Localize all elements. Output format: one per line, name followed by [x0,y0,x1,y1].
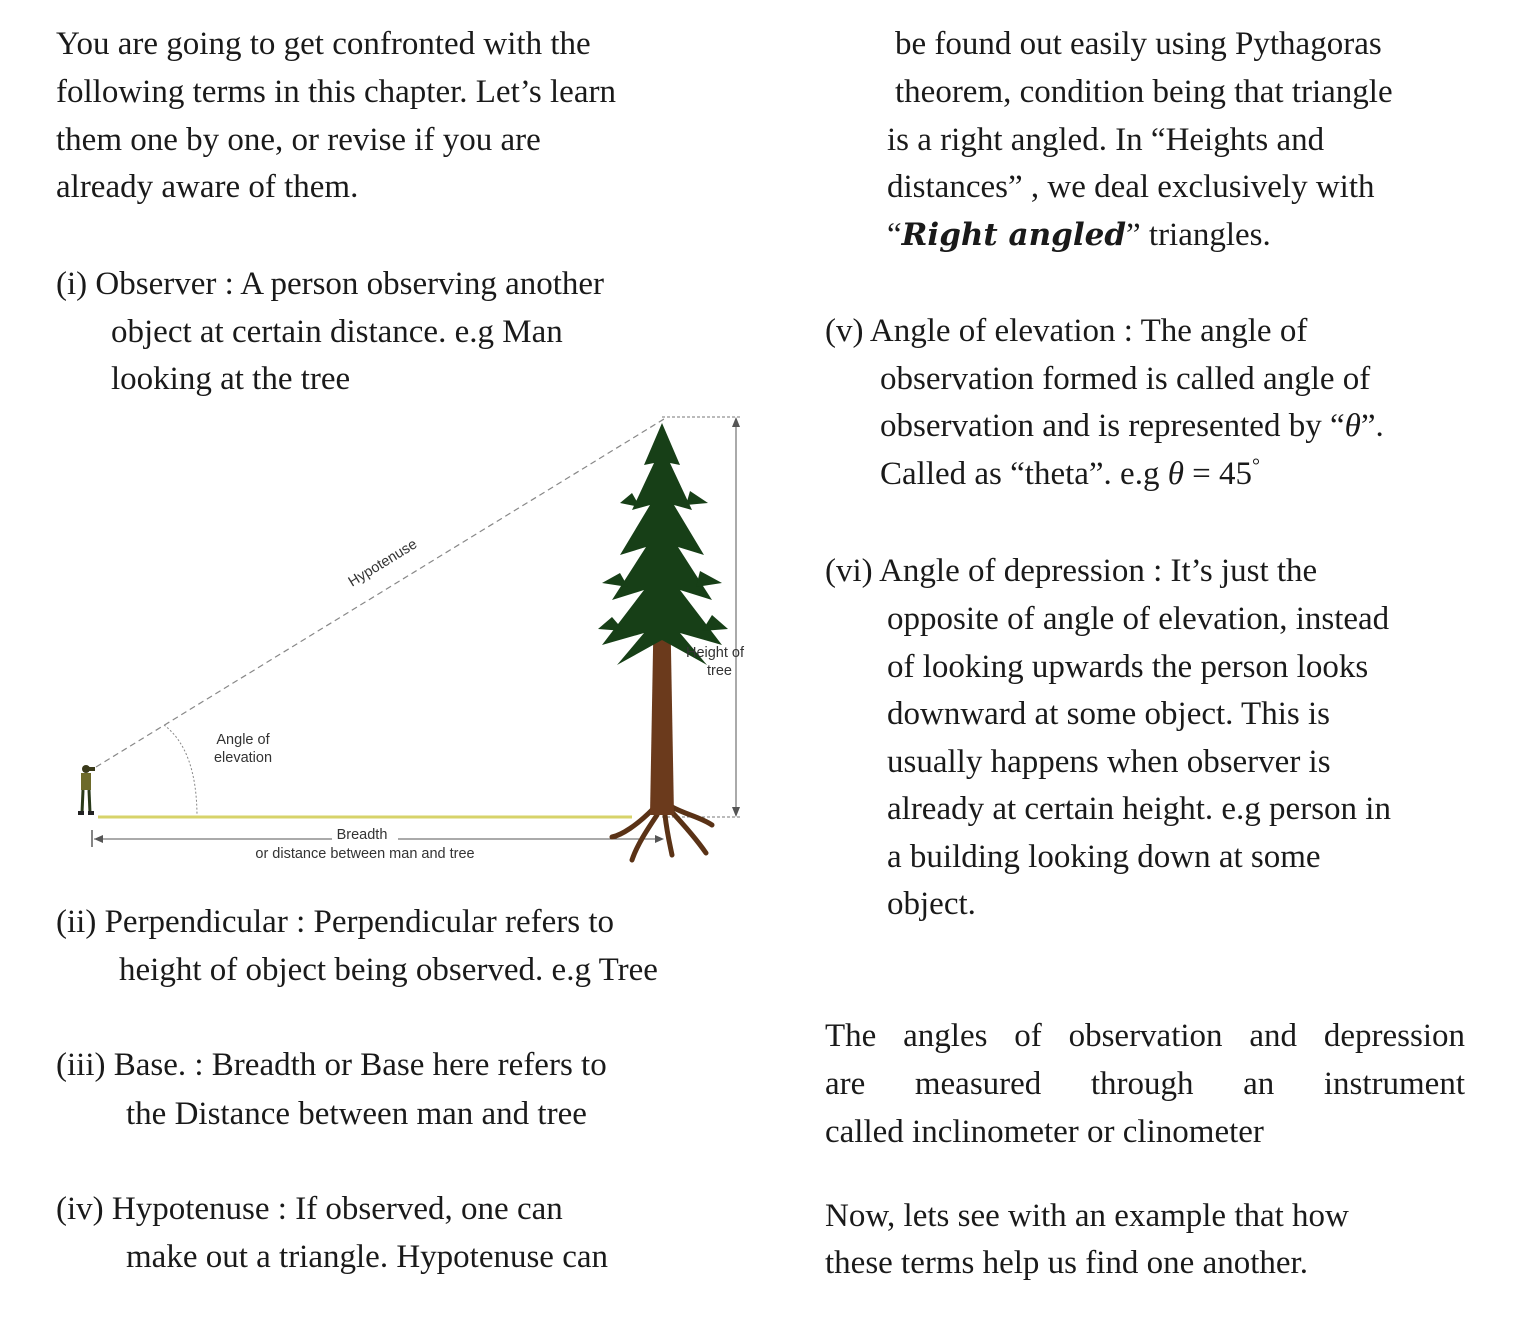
para-line: be found out easily using Pythagoras [895,26,1382,62]
hypotenuse-line [96,419,664,767]
para-line: distances” , we deal exclusively with [887,169,1375,205]
intro-line: following terms in this chapter. Let’s learn [56,74,616,110]
quote-close: ” triangles. [1126,217,1271,253]
man-figure [78,765,95,815]
para-line: theorem, condition being that triangle [895,74,1393,110]
term-line: (iii) Base. : Breadth or Base here refers to [56,1047,607,1083]
quote-open: “ [887,217,902,253]
term-line: (iv) Hypotenuse : If observed, one can [56,1191,563,1227]
term-line [880,450,1260,498]
theta-symbol: θ [1167,456,1184,492]
para-line: these terms help us find one another. [825,1245,1308,1281]
term-line: already at certain height. e.g person in [887,791,1391,827]
para-line: is a right angled. In “Heights and [887,122,1325,158]
term-line [880,402,1384,450]
term-line: looking at the tree [111,361,351,397]
line-text: = 45 [1183,456,1253,492]
breadth-arrow-left [94,835,103,843]
height-arrow-top [732,417,740,427]
term-line: object. [887,886,976,922]
angle-label-line1: Angle of [216,732,270,748]
theta-symbol: θ [1344,408,1361,444]
hypotenuse-label: Hypotenuse [345,536,421,591]
height-distance-diagram [72,405,772,875]
term-line: (vi) Angle of depression : It’s just the [825,553,1318,589]
angle-arc [164,725,197,817]
breadth-arrow-right [655,835,664,843]
term-line: the Distance between man and tree [126,1096,587,1132]
line-text: ”. [1360,408,1384,444]
line-text: observation and is represented by “ [880,408,1345,444]
line-text: Called as “theta”. e.g [880,456,1168,492]
tree-figure [598,423,728,860]
intro-line: them one by one, or revise if you are [56,122,541,158]
para-line: The angles of observation and depression [825,1018,1465,1054]
degree-symbol: ° [1252,455,1261,477]
right-angled-emphasis: Right angled [901,217,1126,253]
term-line: height of object being observed. e.g Tree [119,952,658,988]
para-line [887,211,1271,259]
para-line: Now, lets see with an example that how [825,1198,1349,1234]
term-line: opposite of angle of elevation, instead [887,601,1390,637]
term-line: downward at some object. This is [887,696,1330,732]
para-line: are measured through an instrument [825,1066,1465,1102]
height-label-line2: tree [707,663,732,679]
height-label-line1: Height of [685,645,745,661]
term-line: observation formed is called angle of [880,361,1371,397]
angle-label-line2: elevation [213,750,273,766]
term-line: make out a triangle. Hypotenuse can [126,1239,608,1275]
term-line: (v) Angle of elevation : The angle of [825,313,1308,349]
term-line: usually happens when observer is [887,744,1331,780]
term-line: object at certain distance. e.g Man [111,314,563,350]
breadth-label-line1: Breadth [336,827,388,843]
height-arrow-bottom [732,807,740,817]
term-line: (ii) Perpendicular : Perpendicular refers to [56,904,615,940]
intro-line: already aware of them. [56,169,359,205]
intro-line: You are going to get confronted with the [56,26,591,62]
term-line: (i) Observer : A person observing another [56,266,605,302]
term-line: a building looking down at some [887,839,1321,875]
para-line: called inclinometer or clinometer [825,1114,1264,1150]
breadth-label-line2: or distance between man and tree [255,846,475,862]
term-line: of looking upwards the person looks [887,649,1369,685]
